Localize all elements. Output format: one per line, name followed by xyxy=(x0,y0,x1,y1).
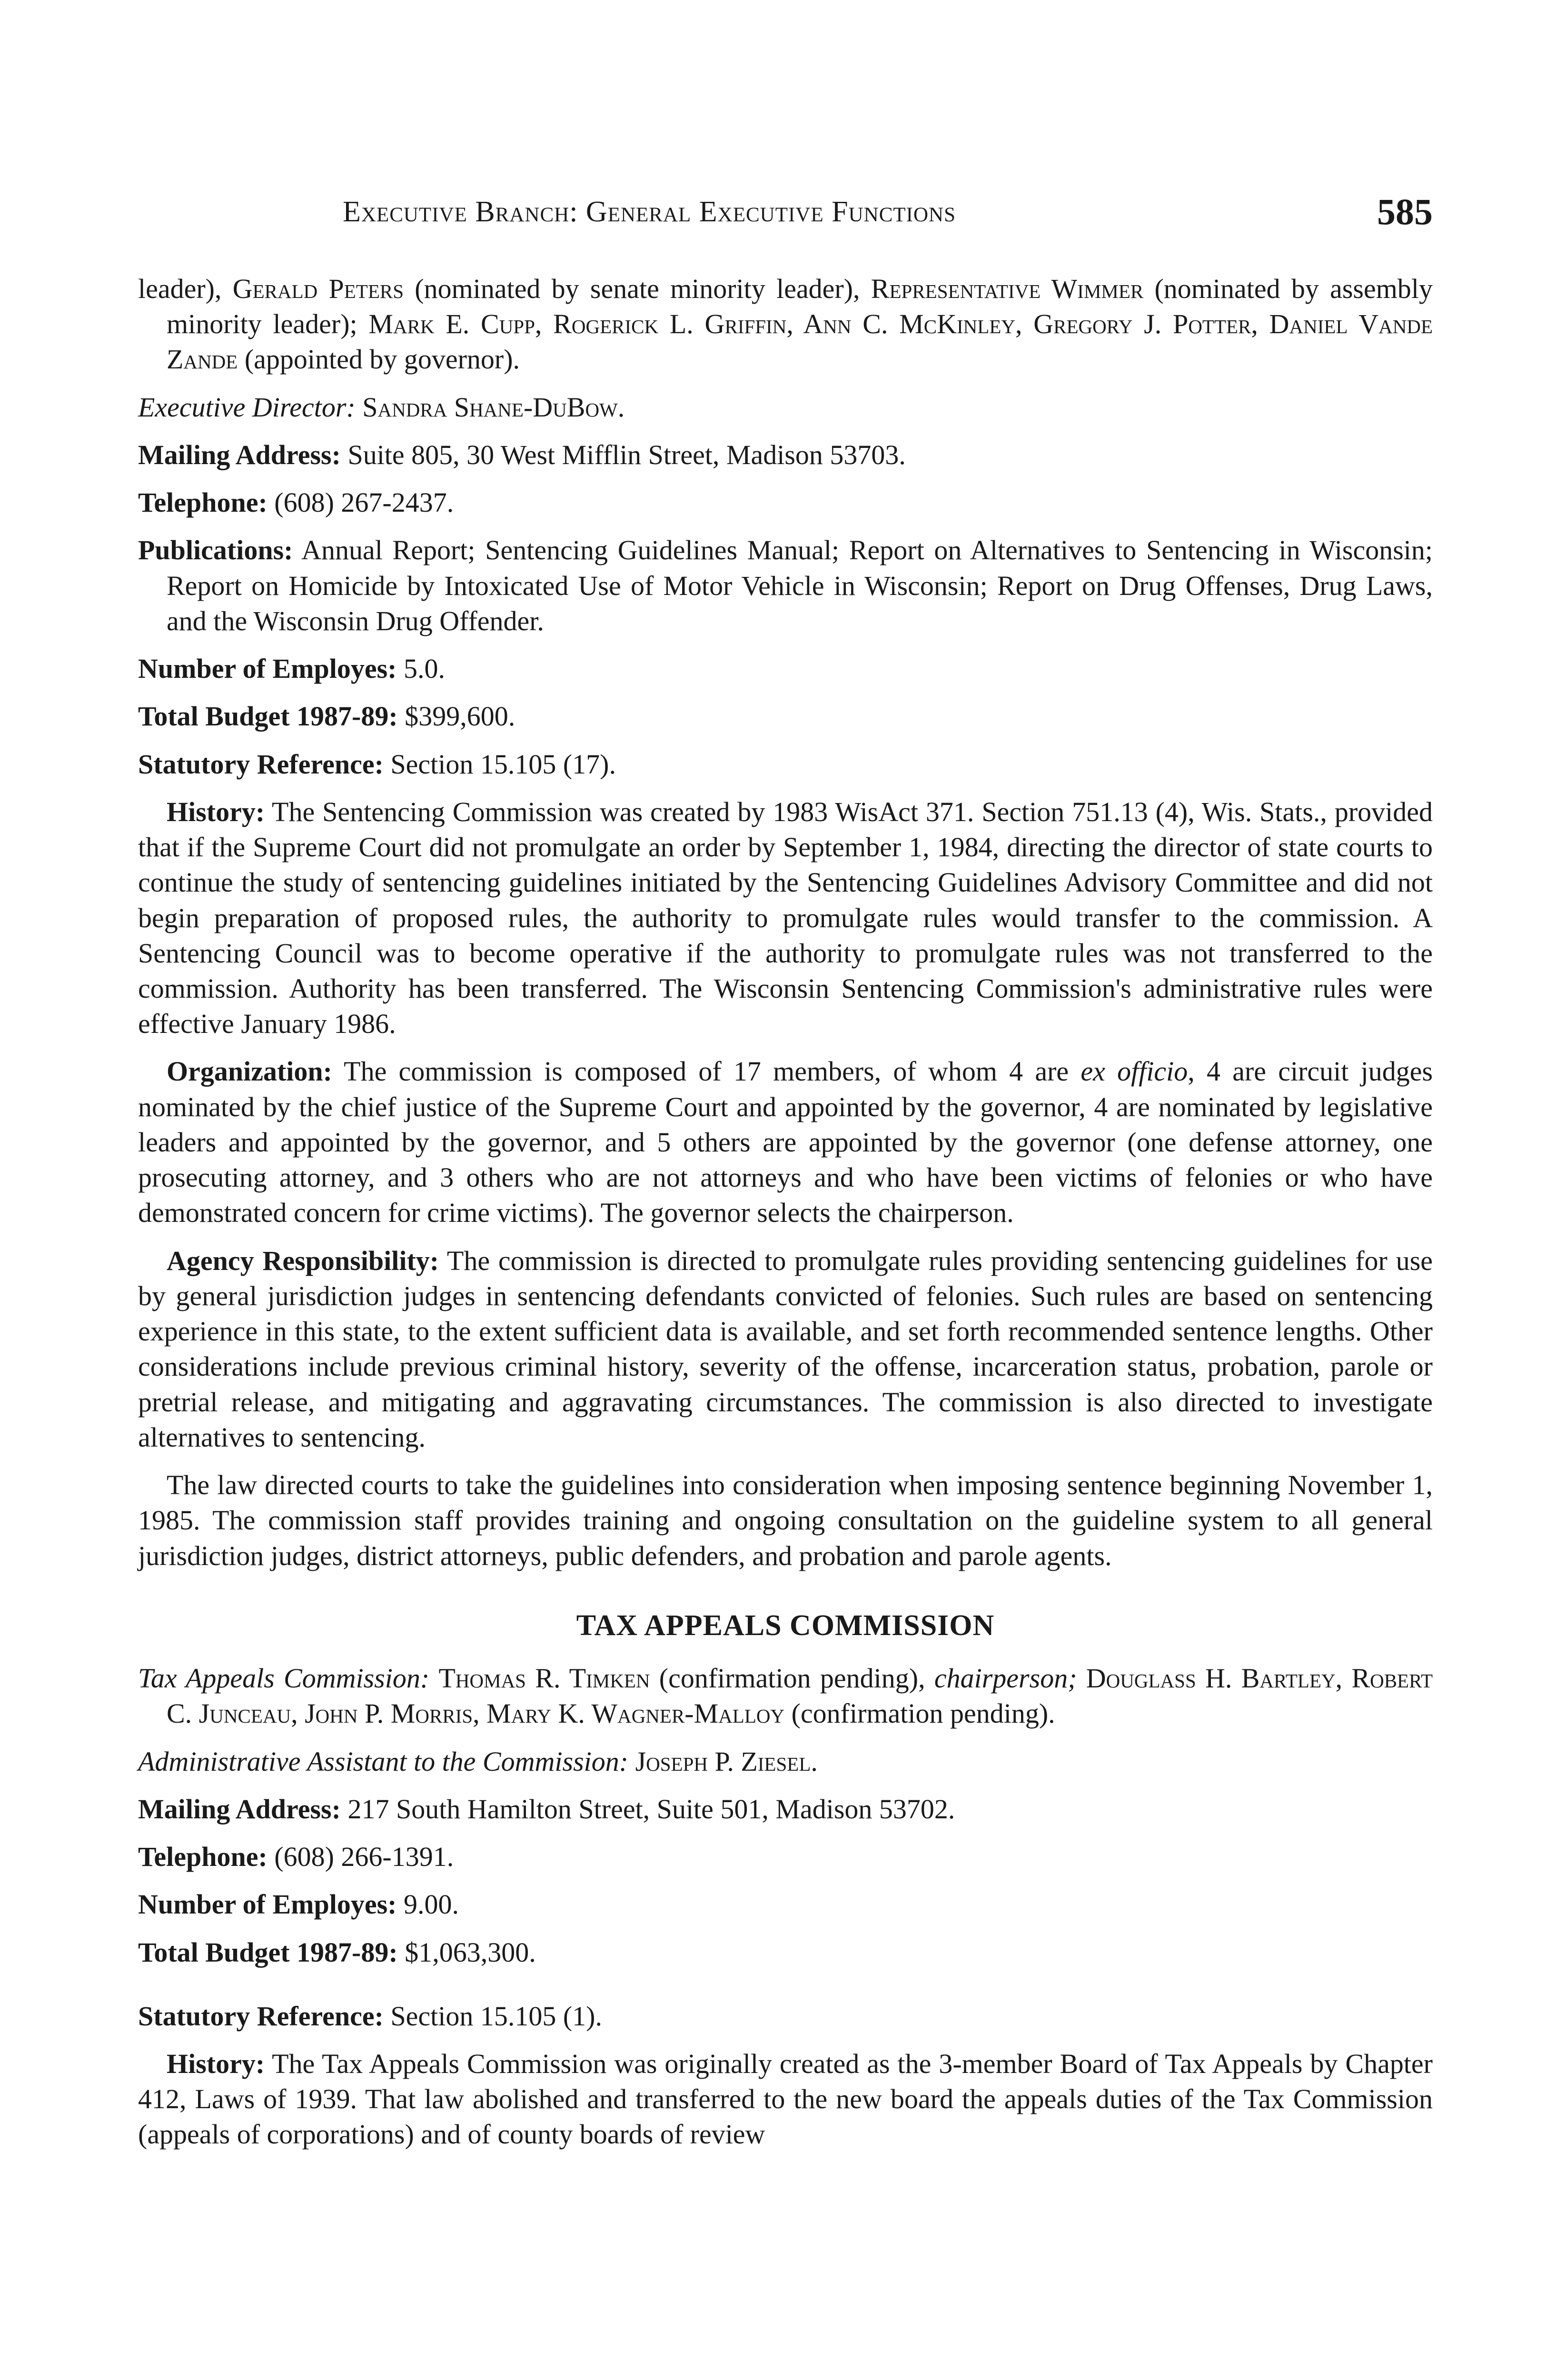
agency-responsibility-value: The commission is directed to promulgate rules providing sentencing guidelines for use by general jurisdiction judges in sentencing defendants convicted of felonies. Such rules are based on sentencing experience in this state, to the extent sufficient data is available, and set forth recommended sentence lengths. Other considerations include previous criminal history, severity of the offense, incarceration status, probation, parole or pretrial release, and mitigating and aggravating circumstances. The commission is also directed to investigate alternatives to sentencing. xyxy=(138,1245,1433,1453)
executive-director-label: Executive Director: xyxy=(138,391,356,423)
statutory-reference-line xyxy=(138,747,1433,782)
chair-role: chairperson; xyxy=(934,1663,1077,1694)
tax-employees-label: Number of Employes: xyxy=(138,1889,397,1920)
statutory-reference-label: Statutory Reference: xyxy=(138,748,384,780)
budget-value: $399,600. xyxy=(405,701,515,732)
statutory-reference-value: Section 15.105 (17). xyxy=(390,748,616,780)
tax-history-value: The Tax Appeals Commission was originally created as the 3-member Board of Tax Appeals by Chapter 412, Laws of 1939. That law abolished and transferred to the new board the appeals duties of the Tax Commission (appeals of corporations) and of county boards of review xyxy=(138,2048,1433,2150)
telephone-line xyxy=(138,485,1433,520)
agency-responsibility-paragraph xyxy=(138,1243,1433,1455)
tax-employees-value: 9.00. xyxy=(403,1889,459,1920)
page-number: 585 xyxy=(1377,191,1433,232)
mailing-address-value: Suite 805, 30 West Mifflin Street, Madison 53703. xyxy=(347,439,906,470)
tax-mailing-address-label: Mailing Address: xyxy=(138,1793,341,1825)
tax-employees-line xyxy=(138,1887,1433,1922)
tax-history-label: History: xyxy=(167,2048,265,2079)
running-header xyxy=(343,190,1433,243)
chair-note: (confirmation pending), xyxy=(650,1663,934,1694)
agency-responsibility-label: Agency Responsibility: xyxy=(167,1245,439,1276)
organization-text: , 4 are circuit judges nominated by the chief justice of the Supreme Court and appointed by the governor, 4 are nominated by legislative leaders and appointed by the governor, and 5 others are appointed by the governor (one defense attorney, one prosecuting attorney, and 3 others who are not attorneys and who have been victims of felonies or who have demonstrated concern for crime victims). The governor selects the chairperson. xyxy=(138,1056,1433,1229)
member-name: Gerald Peters xyxy=(232,273,404,304)
employees-value: 5.0. xyxy=(403,653,445,684)
members-text: leader), xyxy=(138,273,233,304)
telephone-value: (608) 267-2437. xyxy=(274,487,454,518)
tax-history-paragraph xyxy=(138,2046,1433,2152)
history-paragraph xyxy=(138,794,1433,1042)
history-label: History: xyxy=(167,796,265,827)
members-paragraph xyxy=(138,271,1433,377)
header-title: Executive Branch: General Executive Functions xyxy=(343,196,956,228)
guidelines-paragraph: The law directed courts to take the guidelines into consideration when imposing sentence beginning November 1, 1985. The commission staff provides training and ongoing consultation on the guideline system to all general jurisdiction judges, district attorneys, public defenders, and probation and parole agents. xyxy=(138,1469,1433,1571)
tax-statutory-reference-label: Statutory Reference: xyxy=(138,2000,384,2032)
executive-director-name: Sandra Shane-DuBow. xyxy=(362,391,625,423)
tax-budget-line xyxy=(138,1935,1433,1970)
employees-line xyxy=(138,651,1433,686)
administrative-assistant-name: Joseph P. Ziesel. xyxy=(635,1745,818,1777)
tax-telephone-value: (608) 266-1391. xyxy=(274,1841,454,1873)
administrative-assistant-label: Administrative Assistant to the Commission: xyxy=(138,1745,629,1777)
tax-statutory-reference-line xyxy=(138,1999,1433,2034)
tax-telephone-line xyxy=(138,1839,1433,1874)
tax-budget-value: $1,063,300. xyxy=(405,1936,536,1968)
employees-label: Number of Employes: xyxy=(138,653,397,684)
budget-line xyxy=(138,699,1433,734)
members-note: (confirmation pending). xyxy=(784,1698,1055,1729)
tax-budget-label: Total Budget 1987-89: xyxy=(138,1936,398,1968)
members-text: (nominated by assembly minority leader); xyxy=(167,273,1433,340)
member-names: Mark E. Cupp, Rogerick L. Griffin, Ann C. McKinley, Gregory J. Potter, Daniel Vande Zande xyxy=(167,308,1433,375)
history-value: The Sentencing Commission was created by 1983 WisAct 371. Section 751.13 (4), Wis. Stats., provided that if the Supreme Court did not promulgate an order by September 1, 1984, directing the director of state courts to continue the study of sentencing guidelines initiated by the Sentencing Guidelines Advisory Committee and did not begin preparation of proposed rules, the authority to promulgate rules would transfer to the commission. A Sentencing Council was to become operative if the authority to promulgate rules was not transferred to the commission. Authority has been transferred. The Wisconsin Sentencing Commission's administrative rules were effective January 1986. xyxy=(138,796,1433,1040)
tax-statutory-reference-value: Section 15.105 (1). xyxy=(390,2000,602,2032)
organization-label: Organization: xyxy=(167,1056,332,1087)
member-name: Representative Wimmer xyxy=(871,273,1144,304)
administrative-assistant-line xyxy=(138,1744,1433,1779)
executive-director-line xyxy=(138,390,1433,425)
section-heading: TAX APPEALS COMMISSION xyxy=(576,1609,995,1642)
commission-member-names: Douglass H. Bartley, Robert C. Junceau, John P. Morris, Mary K. Wagner-Malloy xyxy=(167,1663,1433,1729)
tax-mailing-address-value: 217 South Hamilton Street, Suite 501, Madison 53702. xyxy=(347,1793,955,1825)
page-body xyxy=(138,271,1433,2165)
tax-commission-members-paragraph xyxy=(138,1661,1433,1731)
budget-label: Total Budget 1987-89: xyxy=(138,701,398,732)
mailing-address-line xyxy=(138,437,1433,473)
mailing-address-label: Mailing Address: xyxy=(138,439,341,470)
publications-label: Publications: xyxy=(138,535,293,566)
members-text: (appointed by governor). xyxy=(238,344,520,375)
organization-text: The commission is composed of 17 members, of whom 4 are xyxy=(344,1056,1081,1087)
organization-paragraph xyxy=(138,1054,1433,1230)
tax-commission-label: Tax Appeals Commission: xyxy=(138,1663,430,1694)
chair-name: Thomas R. Timken xyxy=(438,1663,650,1694)
organization-emphasis: ex officio xyxy=(1080,1056,1188,1087)
telephone-label: Telephone: xyxy=(138,487,268,518)
tax-telephone-label: Telephone: xyxy=(138,1841,268,1873)
publications-paragraph xyxy=(138,533,1433,639)
tax-mailing-address-line xyxy=(138,1792,1433,1827)
publications-value: Annual Report; Sentencing Guidelines Manual; Report on Alternatives to Sentencing in Wisconsin; Report on Homicide by Intoxicated Use of Motor Vehicle in Wisconsin; Report on Drug Offenses, Drug Laws, and the Wisconsin Drug Offender. xyxy=(167,535,1433,636)
members-text: (nominated by senate minority leader), xyxy=(404,273,871,304)
